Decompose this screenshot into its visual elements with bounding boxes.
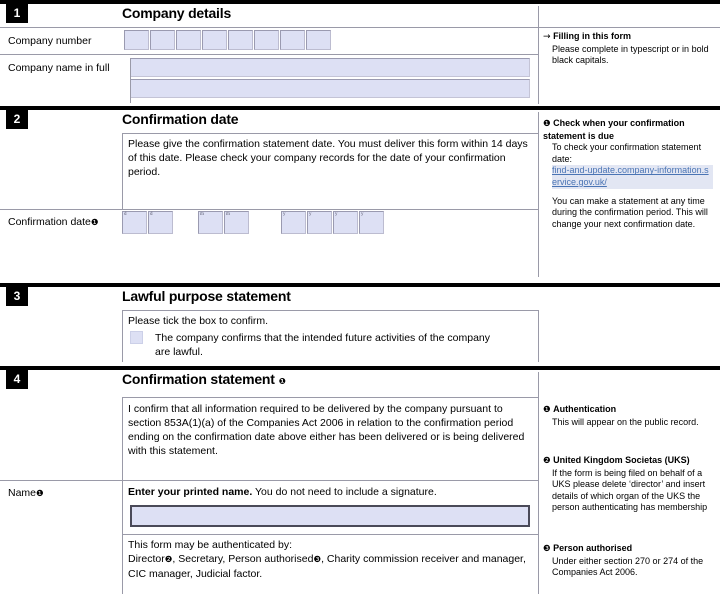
divider [122, 310, 123, 362]
sidebar-divider [538, 372, 539, 594]
divider [122, 397, 538, 398]
note-uks [543, 455, 713, 514]
company-number-digit-1[interactable] [124, 30, 149, 50]
lawful-purpose-checkbox-label: The company confirms that the intended future activities of the company are lawful. [155, 332, 491, 358]
divider [122, 397, 123, 594]
date-hint: m [200, 212, 204, 217]
divider [130, 58, 131, 103]
arrow-icon: → [543, 32, 551, 42]
divider [0, 209, 538, 210]
date-month-2[interactable] [224, 211, 249, 234]
note-marker-icon: ❶ [36, 489, 44, 499]
note-marker-icon: ❶ [543, 119, 551, 129]
note-marker-icon: ❶ [278, 377, 286, 387]
note-heading: Authentication [553, 404, 617, 414]
note-marker-icon: ❶ [90, 218, 99, 228]
section-4-number: 4 [6, 370, 28, 389]
confirmation-date-label-text: Confirmation date [8, 216, 91, 228]
section-3-title: Lawful purpose statement [122, 288, 291, 304]
confirmation-date-instruction: Please give the confirmation statement date. You must deliver this form within 14 days of this date. Please check your company records for the date of your confirmation period. [128, 138, 528, 178]
divider [122, 310, 538, 311]
name-label-text: Name [8, 487, 37, 499]
note-filling-in-this-form [543, 31, 713, 67]
authentication-list [128, 552, 528, 581]
divider [0, 54, 538, 55]
divider [122, 133, 123, 209]
section-3-number: 3 [6, 287, 28, 306]
sidebar-divider [538, 112, 539, 277]
company-number-digit-5[interactable] [228, 30, 253, 50]
section-1-bar [0, 0, 720, 4]
section-4-title-text: Confirmation statement [122, 371, 275, 387]
date-hint: y [309, 212, 312, 217]
date-day-1[interactable] [122, 211, 147, 234]
date-year-3[interactable] [333, 211, 358, 234]
name-prompt-rest: You do not need to include a signature. [252, 486, 437, 498]
company-number-digit-3[interactable] [176, 30, 201, 50]
name-prompt [128, 485, 528, 499]
date-hint: y [335, 212, 338, 217]
lawful-purpose-checkbox[interactable] [130, 331, 143, 344]
note-body: If the form is being filed on behalf of a UKS please delete ‘director’ and insert details of which organ of the UKS the person authenticating has membership [552, 467, 708, 513]
note-body: This will appear on the public record. [552, 416, 699, 427]
note-marker-icon: ❷ [164, 555, 173, 565]
section-2-title: Confirmation date [122, 111, 239, 127]
date-hint: y [361, 212, 364, 217]
lawful-purpose-instruction: Please tick the box to confirm. [128, 315, 269, 327]
section-1-number: 1 [6, 4, 28, 23]
auth-post: , Charity commission receiver and manager, CIC manager, Judicial factor. [128, 553, 526, 580]
company-number-digit-4[interactable] [202, 30, 227, 50]
note-body: Please complete in typescript or in bold black capitals. [552, 43, 709, 66]
note-marker-icon: ❸ [543, 544, 551, 554]
note-authentication [543, 404, 713, 428]
note-heading: Check when your confirmation statement is due [543, 118, 685, 141]
date-hint: m [226, 212, 230, 217]
company-number-digit-2[interactable] [150, 30, 175, 50]
divider [0, 27, 538, 28]
date-day-2[interactable] [148, 211, 173, 234]
auth-mid: , Secretary, Person authorised [172, 553, 314, 565]
divider [122, 133, 538, 134]
company-number-label: Company number [8, 35, 92, 47]
note-heading: Filling in this form [553, 31, 632, 41]
printed-name-input[interactable] [130, 505, 530, 527]
companies-house-service-link[interactable]: find-and-update.company-information.service.gov.uk/ [552, 165, 713, 188]
divider [122, 534, 538, 535]
note-marker-icon: ❷ [543, 456, 551, 466]
note-body-2: You can make a statement at any time during the confirmation period. This will change your next confirmation date. [552, 195, 708, 229]
section-1-title: Company details [122, 5, 232, 21]
date-hint: y [283, 212, 286, 217]
name-label [8, 487, 44, 499]
company-number-digit-7[interactable] [280, 30, 305, 50]
date-year-4[interactable] [359, 211, 384, 234]
company-name-line-2-input[interactable] [130, 79, 530, 98]
date-month-1[interactable] [198, 211, 223, 234]
note-person-authorised [543, 543, 713, 579]
section-2-bar [0, 106, 720, 110]
company-number-digit-6[interactable] [254, 30, 279, 50]
company-name-label: Company name in full [8, 62, 110, 74]
divider [0, 480, 538, 481]
confirmation-statement-text: I confirm that all information required to be delivered by the company pursuant to section 853A(1)(a) of the Companies Act 2006 in relation to the confirmation period ending on the confirmation date above either has been delivered or is being delivered with this statement. [128, 403, 525, 457]
section-4-title [122, 371, 286, 387]
authentication-intro: This form may be authenticated by: [128, 539, 292, 551]
note-heading: Person authorised [553, 543, 633, 553]
company-number-digit-8[interactable] [306, 30, 331, 50]
date-year-1[interactable] [281, 211, 306, 234]
note-body-1: To check your confirmation statement date: [552, 142, 702, 164]
company-name-line-1-input[interactable] [130, 58, 530, 77]
date-year-2[interactable] [307, 211, 332, 234]
note-marker-icon: ❶ [543, 405, 551, 415]
auth-pre: Director [128, 553, 165, 565]
name-prompt-bold: Enter your printed name. [128, 486, 253, 498]
note-check-when-due [543, 118, 713, 230]
date-hint: d [124, 212, 127, 217]
divider [538, 27, 720, 28]
section-4-bar [0, 366, 720, 370]
section-2-number: 2 [6, 110, 28, 129]
confirmation-date-label [8, 216, 99, 228]
note-heading: United Kingdom Societas (UKS) [553, 455, 690, 465]
divider [538, 310, 539, 362]
date-hint: d [150, 212, 153, 217]
section-3-bar [0, 283, 720, 287]
note-marker-icon: ❸ [313, 555, 322, 565]
sidebar-divider [538, 6, 539, 104]
note-body: Under either section 270 or 274 of the Companies Act 2006. [552, 555, 704, 578]
